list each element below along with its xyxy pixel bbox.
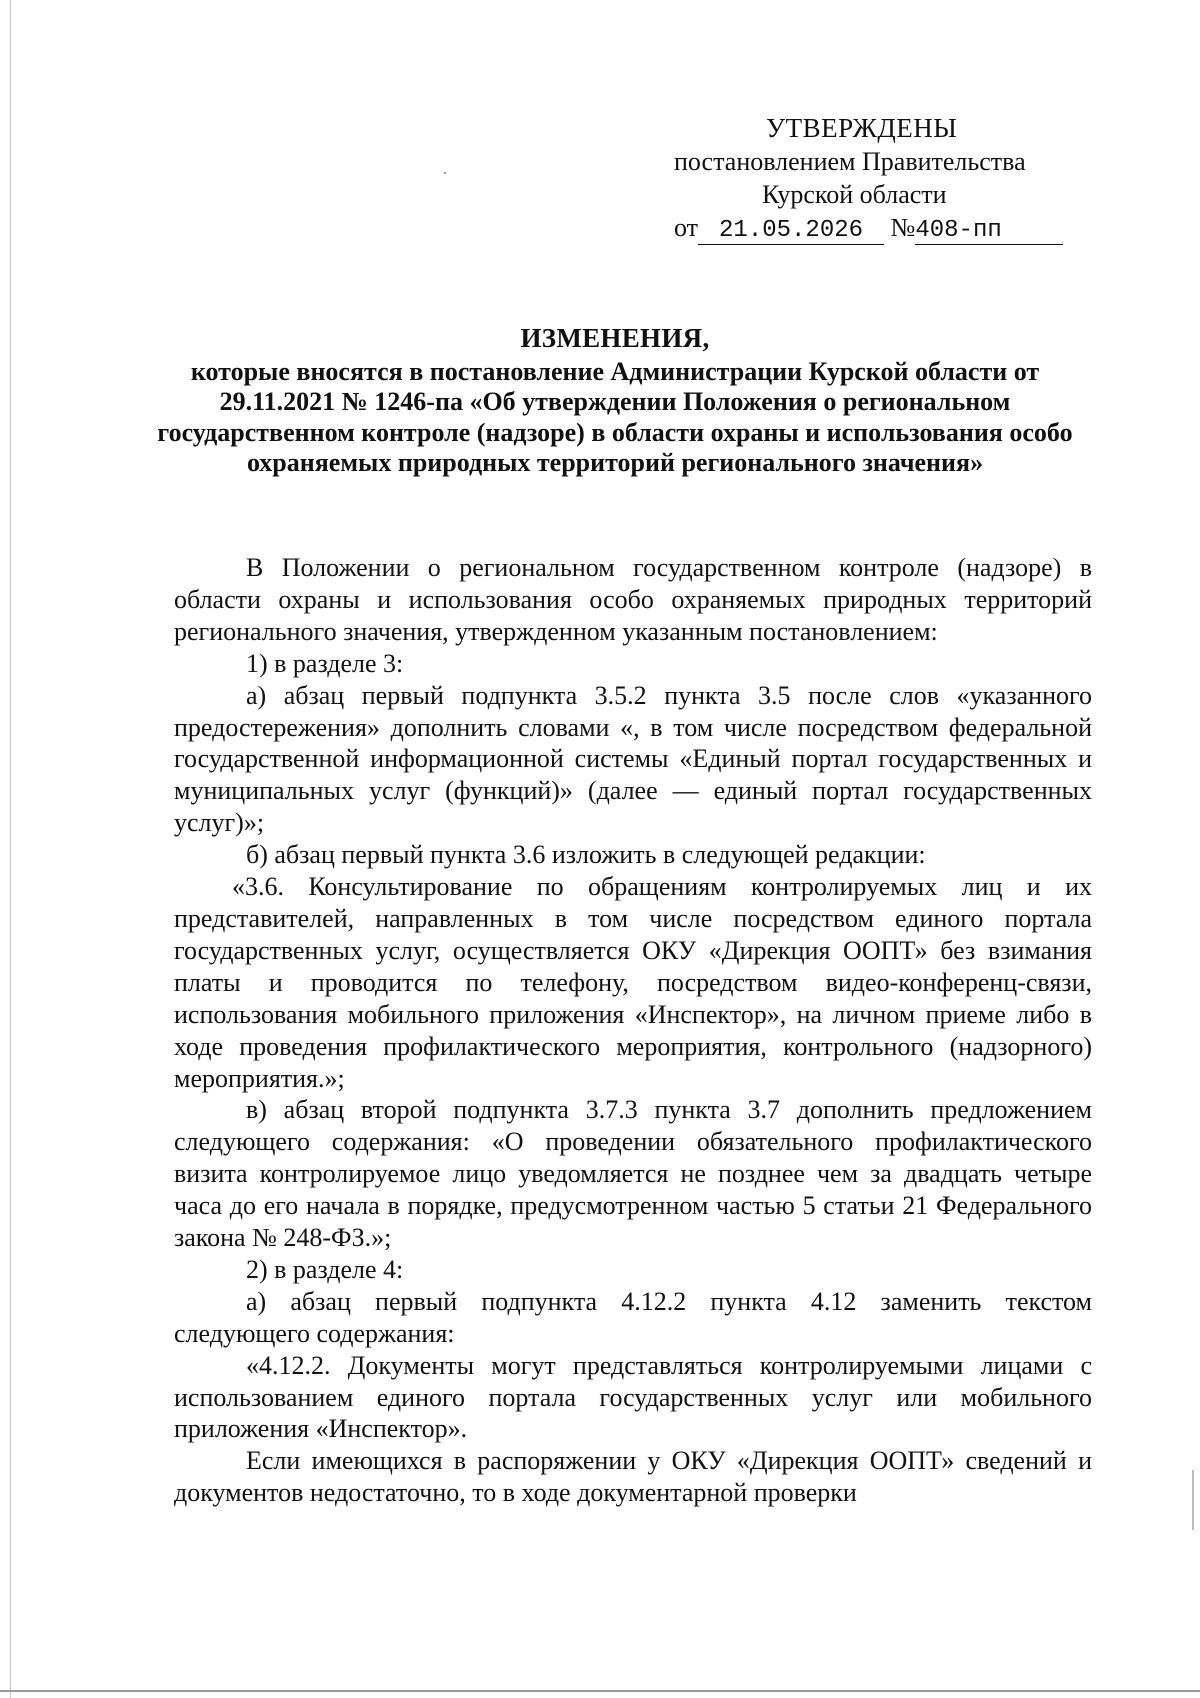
document-title: ИЗМЕНЕНИЯ, (520, 323, 710, 353)
body-paragraph: 1) в разделе 3: (246, 648, 404, 678)
body-paragraph: а) абзац первый подпункта 3.5.2 пункта 3.5 после слов «указанного предостережения» дополнить словами «, в том числе посредством федеральной государственной информационной системы «Единый портал государственных и муниципальных услуг (функций)» (далее — единый портал государственных услуг)»; (174, 680, 1092, 838)
approval-issuer-line: постановлением Правительства (674, 147, 1026, 176)
body-paragraph: «4.12.2. Документы могут представляться контролируемыми лицами с использованием единого портала государственных услуг или мобильного приложения «Инспектор». (174, 1350, 1092, 1444)
scan-speck (444, 172, 446, 174)
approval-number: 408-пп (915, 218, 1063, 245)
document-body (174, 552, 1092, 1509)
body-paragraph: Если имеющихся в распоряжении у ОКУ «Дирекция ООПТ» сведений и документов недостаточно, то в ходе документарной проверки (174, 1446, 1092, 1508)
body-paragraph: в) абзац второй подпункта 3.7.3 пункта 3.7 дополнить предложением следующего содержания: «О проведении обязательного профилактического визита контролируемое лицо уведомляется не позднее чем за двадцать четыре часа до его начала в порядке, предусмотренном частью 5 статьи 21 Федерального закона № 248-ФЗ.»; (174, 1095, 1092, 1253)
approval-region-line: Курской области (762, 180, 947, 209)
approval-date-number-line (660, 211, 1080, 245)
body-paragraph: 2) в разделе 4: (246, 1254, 404, 1284)
scan-left-edge (10, 0, 11, 1698)
approval-heading: УТВЕРЖДЕНЫ (766, 113, 958, 143)
body-paragraph: а) абзац первый подпункта 4.12.2 пункта 4.12 заменить текстом следующего содержания: (174, 1286, 1092, 1348)
body-paragraph: б) абзац первый пункта 3.6 изложить в следующей редакции: (246, 840, 926, 870)
document-subtitle: которые вносятся в постановление Администрации Курской области от 29.11.2021 № 1246-па «Об утверждении Положения о региональном государственном контроле (надзоре) в области охраны и использования особо охраняемых природных территорий регионального значения» (157, 356, 1073, 477)
scan-right-mark (1192, 1470, 1194, 1530)
body-paragraph: «3.6. Консультирование по обращениям контролируемых лиц и их представителей, направленных в том числе посредством единого портала государственных услуг, осуществляется ОКУ «Дирекция ООПТ» без взимания платы и проводится по телефону, посредством видео-конференц-связи, использования мобильного приложения «Инспектор», на личном приеме либо в ходе проведения профилактического мероприятия, контрольного (надзорного) мероприятия.»; (174, 872, 1092, 1093)
number-prefix: № (890, 213, 916, 242)
date-prefix: от (674, 213, 699, 242)
approval-stamp-block (660, 112, 1080, 245)
document-title-block (150, 323, 1080, 479)
approval-date: 21.05.2026 (698, 218, 884, 245)
scan-bottom-edge (0, 1690, 1200, 1692)
body-paragraph: В Положении о региональном государственном контроле (надзоре) в области охраны и использования особо охраняемых природных территорий регионального значения, утвержденном указанным постановлением: (174, 553, 1092, 646)
